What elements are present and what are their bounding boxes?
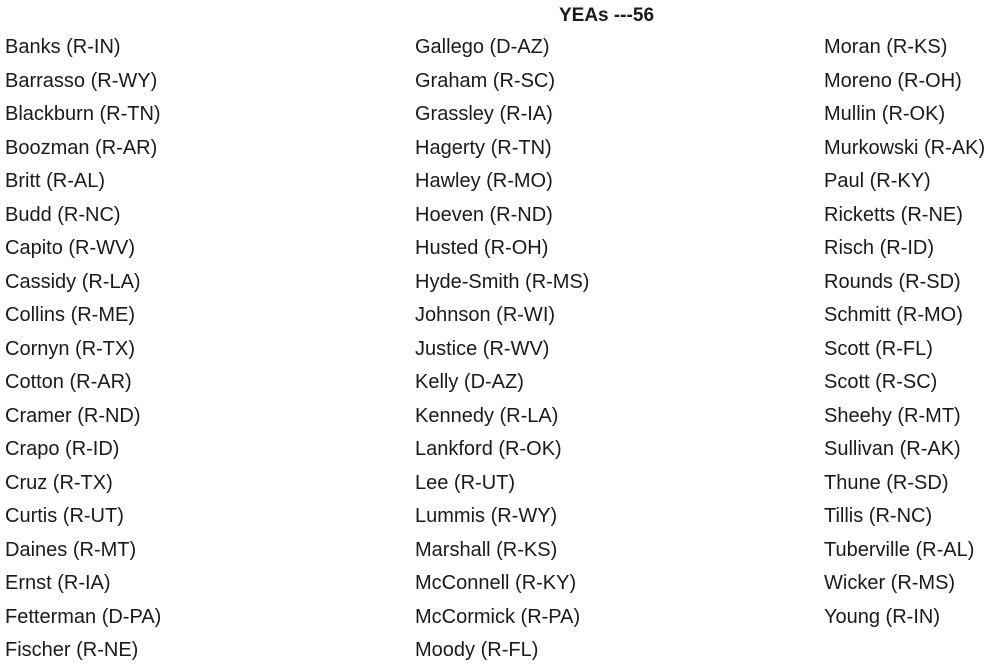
senator-name: Hoeven (R-ND) xyxy=(415,203,553,226)
senator-name: Hyde-Smith (R-MS) xyxy=(415,270,590,293)
senator-name: Capito (R-WV) xyxy=(5,237,136,259)
senator-name: Murkowski (R-AK) xyxy=(824,136,986,159)
senator-name: Kelly (D-AZ) xyxy=(415,371,524,393)
senator-name: Rounds (R-SD) xyxy=(824,270,961,293)
senator-name: Graham (R-SC) xyxy=(415,69,556,92)
senator-name: Cramer (R-ND) xyxy=(5,404,141,427)
senator-name: Moody (R-FL) xyxy=(415,639,539,661)
senator-name: Blackburn (R-TN) xyxy=(5,103,161,125)
senator-name: Sheehy (R-MT) xyxy=(824,404,961,427)
senator-name: Banks (R-IN) xyxy=(5,36,121,58)
senator-name: Tuberville (R-AL) xyxy=(824,538,975,561)
senator-name: Crapo (R-ID) xyxy=(5,438,120,460)
senator-name: Risch (R-ID) xyxy=(824,237,934,259)
senator-name: Daines (R-MT) xyxy=(5,538,137,561)
senator-name: Wicker (R-MS) xyxy=(824,572,956,594)
senator-name: Mullin (R-OK) xyxy=(824,103,946,125)
senator-name: McConnell (R-KY) xyxy=(415,572,577,594)
senator-name: Collins (R-ME) xyxy=(5,304,135,326)
senator-column-1 xyxy=(5,33,161,670)
senator-name: Marshall (R-KS) xyxy=(415,538,558,561)
senator-name: Moran (R-KS) xyxy=(824,36,948,58)
senator-name: Lummis (R-WY) xyxy=(415,505,558,527)
senator-name: Kennedy (R-LA) xyxy=(415,404,559,427)
senator-name: Justice (R-WV) xyxy=(415,337,550,360)
senator-column-3 xyxy=(824,33,985,636)
senator-name: McCormick (R-PA) xyxy=(415,605,581,628)
senator-name: Britt (R-AL) xyxy=(5,170,105,192)
senator-name: Barrasso (R-WY) xyxy=(5,69,158,92)
senator-name: Scott (R-FL) xyxy=(824,337,933,360)
senator-name: Johnson (R-WI) xyxy=(415,304,556,326)
senator-name: Husted (R-OH) xyxy=(415,237,549,259)
senator-name: Lee (R-UT) xyxy=(415,471,516,494)
senator-name: Boozman (R-AR) xyxy=(5,136,158,159)
senator-name: Curtis (R-UT) xyxy=(5,505,124,527)
senator-name: Cassidy (R-LA) xyxy=(5,270,141,293)
senator-column-2 xyxy=(415,33,589,670)
senator-name: Tillis (R-NC) xyxy=(824,505,933,527)
senator-name: Fetterman (D-PA) xyxy=(5,605,162,628)
senator-name: Ricketts (R-NE) xyxy=(824,203,963,226)
senator-name: Hawley (R-MO) xyxy=(415,170,553,192)
senator-name: Fischer (R-NE) xyxy=(5,639,139,661)
senator-name: Moreno (R-OH) xyxy=(824,69,962,92)
senator-name: Gallego (D-AZ) xyxy=(415,36,550,58)
senator-name: Grassley (R-IA) xyxy=(415,103,553,125)
senator-name: Lankford (R-OK) xyxy=(415,438,562,460)
senator-name: Sullivan (R-AK) xyxy=(824,438,961,460)
senator-name: Cotton (R-AR) xyxy=(5,371,132,393)
senator-name: Paul (R-KY) xyxy=(824,170,931,192)
senator-name: Hagerty (R-TN) xyxy=(415,136,552,159)
senator-name: Thune (R-SD) xyxy=(824,471,949,494)
senator-name: Cruz (R-TX) xyxy=(5,471,113,494)
senator-name: Cornyn (R-TX) xyxy=(5,337,136,360)
senator-name: Budd (R-NC) xyxy=(5,203,121,226)
senator-name: Young (R-IN) xyxy=(824,605,940,628)
senator-name: Scott (R-SC) xyxy=(824,371,938,393)
vote-title: YEAs ---56 xyxy=(558,5,655,26)
senator-name: Schmitt (R-MO) xyxy=(824,304,963,326)
senator-name: Ernst (R-IA) xyxy=(5,572,111,594)
